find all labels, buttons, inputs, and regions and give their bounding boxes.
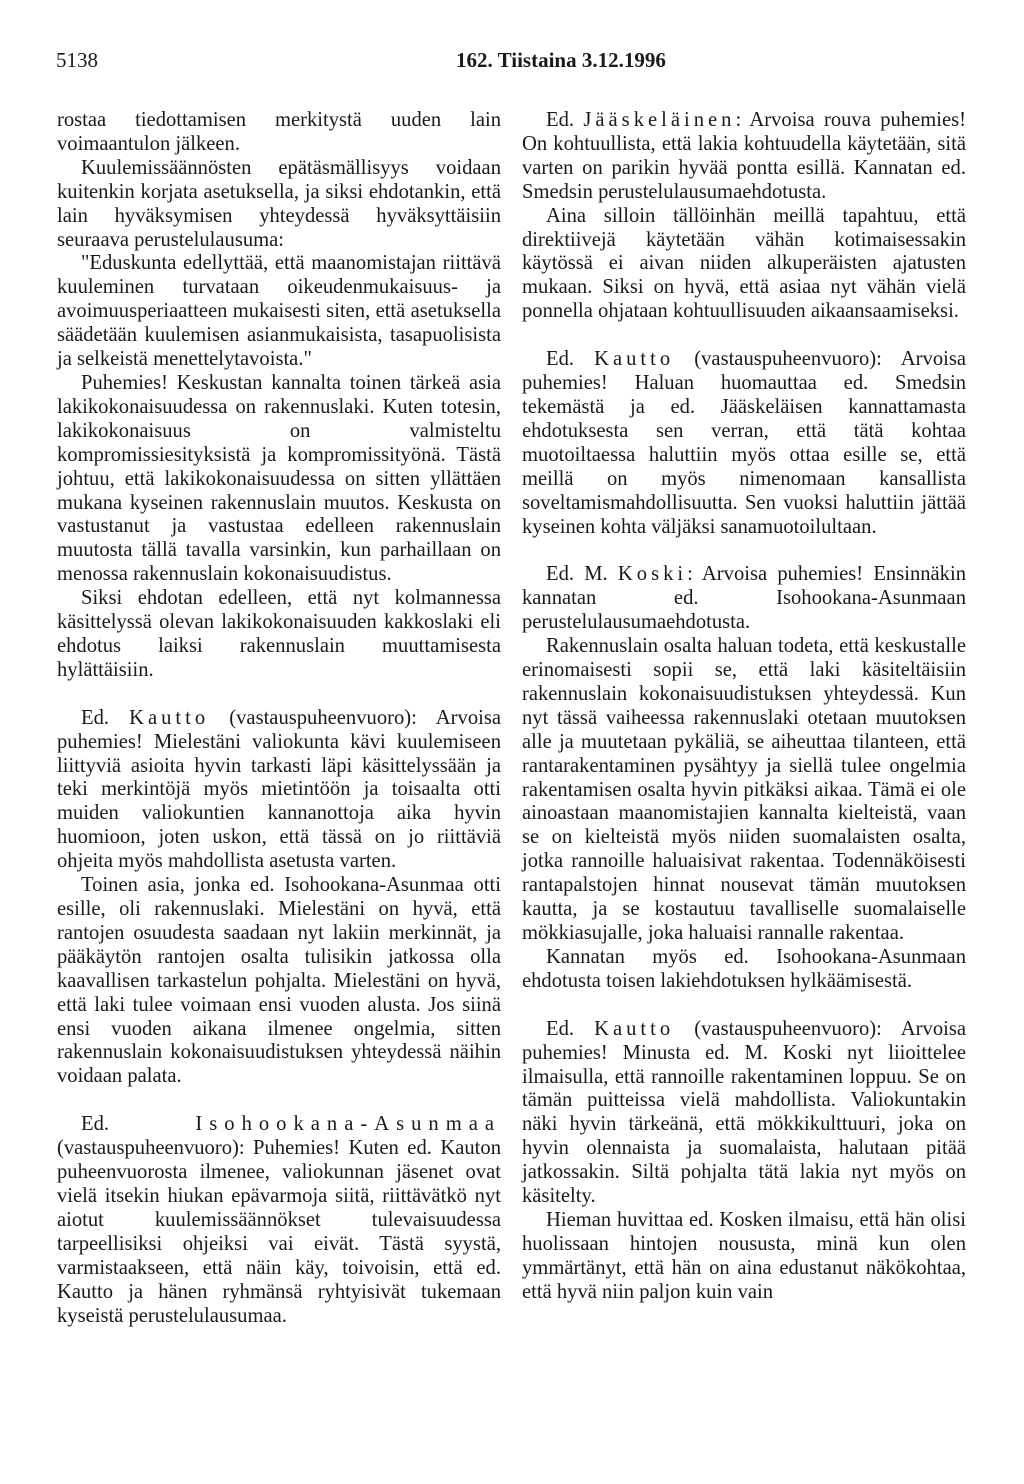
speaker-name: Kautto bbox=[129, 706, 210, 729]
paragraph: Hieman huvittaa ed. Kosken ilmaisu, että hän olisi huolissaan hintojen noususta, minä kun olen ymmärtänyt, että hän on aina edustanut näkökohtaa, että hyvä niin paljon kuin vain bbox=[522, 1208, 966, 1303]
speech-text: : Arvoisa puhemies! Ensinnäkin kannatan ed. Isohookana-Asunmaan perustelulausumaehdotusta. bbox=[522, 563, 966, 634]
speech-text: (vastauspuheenvuoro): Arvoisa puhemies! Haluan huomauttaa ed. Smedsin tekemästä ja ed. Jääskeläisen kannattamasta ehdotuksesta sen verran, että tätä kohtaa muotoiltaessa haluttiin myös ottaa esille se, että meillä on myös nimenomaan kansallista soveltamismahdollisuutta. Sen vuoksi haluttiin jättää kyseinen kohta väljäksi sanamuotoilultaan. bbox=[522, 348, 967, 538]
speaker-prefix: Ed. bbox=[81, 1113, 110, 1136]
speaker-name: Koski bbox=[617, 563, 688, 586]
speaker-prefix: Ed. M. bbox=[546, 563, 608, 586]
speech-paragraph bbox=[522, 1018, 966, 1209]
paragraph: Kannatan myös ed. Isohookana-Asunmaan ehdotusta toisen lakiehdotuksen hylkäämisestä. bbox=[522, 945, 966, 992]
paragraph: Kuulemissäännösten epätäsmällisyys voidaan kuitenkin korjata asetuksella, ja siksi ehdotankin, että lain hyväksymisen yhteydessä hyväksyttäisiin seuraava perustelulausuma: bbox=[57, 156, 501, 251]
speaker-name: Isohookana-Asunmaa bbox=[195, 1113, 501, 1136]
paragraph: Puhemies! Keskustan kannalta toinen tärkeä asia lakikokonaisuudessa on rakennuslaki. Kuten totesin, lakikokonaisuus on valmisteltu kompromissiesityksistä ja kompromissityönä. Tästä johtuu, että lakikokonaisuudessa on sitten yllättäen mukana kyseinen rakennuslain muutos. Keskusta on vastustanut ja vastustaa edelleen rakennuslain muutosta tällä tavalla varsinkin, kun parhaillaan on menossa rakennuslain kokonaisuudistus. bbox=[57, 371, 501, 586]
left-column bbox=[57, 109, 501, 1328]
speech-paragraph bbox=[57, 707, 501, 874]
speech-paragraph bbox=[57, 1113, 501, 1328]
speaker-name: Kautto bbox=[594, 1017, 675, 1040]
speech-paragraph bbox=[522, 563, 966, 635]
speech-text: (vastauspuheenvuoro): Arvoisa puhemies! Minusta ed. M. Koski nyt liioittelee ilmaisulla, että rannoille rakentaminen loppuu. Se on tämän puitteissa vielä mahdollista. Valiokuntakin näki hyvin tärkeänä, että mökkikulttuuri, joka on hyvin olennaista ja suomalaista, halutaan pitää jatkossakin. Siltä pohjalta tätä lakia nyt myös on käsitelty. bbox=[522, 1017, 967, 1208]
paragraph: rostaa tiedottamisen merkitystä uuden lain voimaantulon jälkeen. bbox=[57, 109, 501, 155]
paragraph: Aina silloin tällöinhän meillä tapahtuu, että direktiivejä käytetään vähän kotimaisessakin käytössä ei aivan niiden alkuperäisten ajatusten mukaan. Siksi on hyvä, että asiaa nyt vähän vielä ponnella ohjataan kohtuullisuuden aikaansaamiseksi. bbox=[522, 204, 966, 323]
speech-paragraph bbox=[522, 109, 966, 205]
page-header bbox=[56, 36, 968, 70]
speech-text: (vastauspuheenvuoro): Puhemies! Kuten ed. Kauton puheenvuorosta ilmenee, valiokunnan jäsenet ovat vielä itsekin hiukan epävarmoja siitä, riittävätkö nyt aiotut kuulemissäännökset tulevaisuudessa tarpeellisiksi ohjeiksi vai eivät. Tästä syystä, varmistaakseen, että näin käy, toivoisin, että ed. Kautto ja hänen ryhmänsä ryhtyisivät tukemaan kyseistä perustelulausumaa. bbox=[57, 1137, 501, 1327]
speaker-name: Kautto bbox=[594, 348, 675, 371]
paragraph: Rakennuslain osalta haluan todeta, että keskustalle erinomaisesti sopii se, että laki käsiteltäisiin rakennuslain kokonaisuudistuksen yhteydessä. Kun nyt tässä vaiheessa rakennuslaki otetaan muutoksen alle ja muutetaan pykäliä, se aiheuttaa tilanteen, että rantarakentaminen pysähtyy ja siellä tulee ongelmia rakentamisen osalta hyvin pitkäksi aikaa. Tämä ei ole ainoastaan maanomistajien kannalta kielteistä, vaan se on kielteistä myös niiden suomalaisten osalta, jotka rannoille haluaisivat rakentaa. Todennäköisesti rantapalstojen hinnat nousevat tämän muutoksen kautta, ja se kostautuu tavalliselle suomalaiselle mökkiasujalle, joka haluaisi rannalle rakentaa. bbox=[522, 635, 966, 944]
page-number: 5138 bbox=[56, 48, 98, 72]
speaker-prefix: Ed. bbox=[81, 706, 110, 729]
issue-title: 162. Tiistaina 3.12.1996 bbox=[456, 48, 666, 72]
speech-paragraph bbox=[522, 348, 966, 539]
speaker-prefix: Ed. bbox=[546, 348, 575, 371]
right-column bbox=[522, 109, 966, 1305]
speech-text: : Arvoisa rouva puhemies! On kohtuullista, että lakia kohtuudella käytetään, sitä varten on parikin hyvää pontta esillä. Kannatan ed. Smedsin perustelulausumaehdotusta. bbox=[522, 109, 966, 203]
speaker-prefix: Ed. bbox=[546, 1017, 575, 1040]
speaker-prefix: Ed. bbox=[546, 109, 575, 131]
paragraph: Toinen asia, jonka ed. Isohookana-Asunmaa otti esille, oli rakennuslaki. Mielestäni on hyvä, että rantojen osuudesta saadaan nyt lakiin merkinnät, ja pääkäytön rantojen osalta tulisikin jatkossa olla kaavallisen tarkastelun pohjalta. Mielestäni on hyvä, että laki tulee voimaan ensi vuoden alusta. Jos siinä ensi vuoden aikana ilmenee ongelmia, sitten rakennuslain kokonaisuudistuksen yhteydessä näihin voidaan palata. bbox=[57, 874, 501, 1088]
paragraph: Siksi ehdotan edelleen, että nyt kolmannessa käsittelyssä olevan lakikokonaisuuden kakkoslaki eli ehdotus laiksi rakennuslain muuttamisesta hylättäisiin. bbox=[57, 587, 501, 681]
speaker-name: Jääskeläinen bbox=[583, 109, 736, 131]
quoted-statement: "Eduskunta edellyttää, että maanomistajan riittävä kuuleminen turvataan oikeudenmukaisuus- ja avoimuusperiaatteen mukaisesti siten, että asetuksella säädetään kuulemisen asianmukaisista, tasapuolisista ja selkeistä menettelytavoista." bbox=[57, 252, 501, 371]
speech-text: (vastauspuheenvuoro): Arvoisa puhemies! Mielestäni valiokunta kävi kuulemiseen liittyviä asioita hyvin tarkasti läpi käsittelyssään ja teki merkintöjä myös mietintöön ja toisaalta otti muiden valiokuntien kannanottoja aika hyvin huomioon, joten uskon, että tässä on jo riittäviä ohjeita myös mahdollista asetusta varten. bbox=[57, 706, 502, 873]
